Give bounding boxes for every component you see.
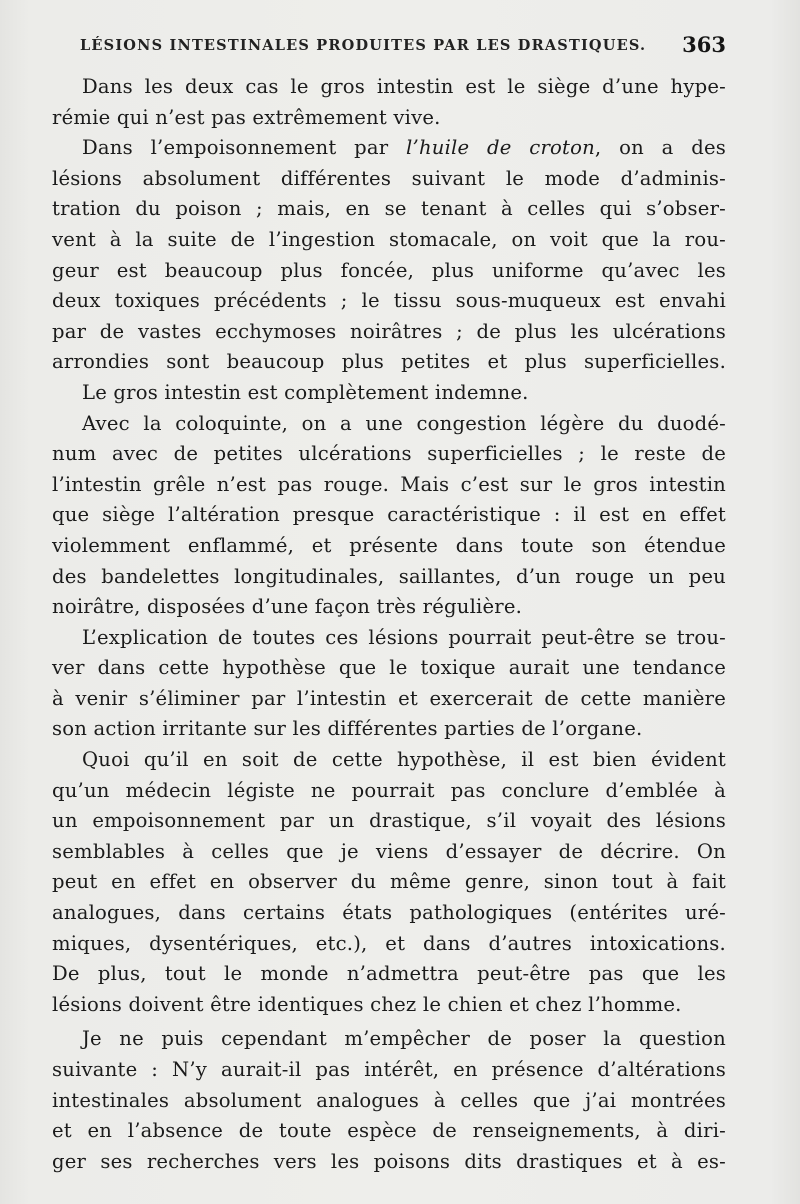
text-line: num avec de petites ulcérations superficielles ; le reste de [52, 442, 726, 466]
text-line: un empoisonnement par un drastique, s’il voyait des lésions [52, 809, 726, 833]
page-header [52, 32, 726, 72]
paragraph-2 [52, 133, 726, 408]
text-line: que siège l’altération presque caractéristique : il est en effet [52, 503, 726, 527]
body-text [52, 72, 726, 1177]
text-line: par de vastes ecchymoses noirâtres ; de plus les ulcérations [52, 319, 726, 343]
text-line: et en l’absence de toute espèce de renseignements, à diri- [52, 1119, 726, 1143]
paragraph-5 [52, 745, 726, 1020]
paragraph-4 [52, 623, 726, 745]
text-line: analogues, dans certains états pathologiques (entérites uré- [52, 901, 726, 925]
text-line: suivante : N’y aurait-il pas intérêt, en présence d’altérations [52, 1058, 726, 1081]
text-line: lésions absolument différentes suivant le mode d’adminis- [52, 166, 726, 190]
text-line: lésions doivent être identiques chez le chien et chez l’homme. [52, 992, 682, 1016]
paragraph-3 [52, 409, 726, 623]
text-line: Quoi qu’il en soit de cette hypothèse, il est bien évident [82, 748, 726, 772]
text-line: peut en effet en observer du même genre, sinon tout à fait [52, 870, 726, 894]
text-line: à venir s’éliminer par l’intestin et exercerait de cette manière [52, 686, 726, 710]
text-line: violemment enflammé, et présente dans toute son étendue [52, 533, 726, 557]
text-line: rémie qui n’est pas extrêmement vive. [52, 105, 441, 129]
text-line: son action irritante sur les différentes parties de l’organe. [52, 717, 643, 741]
italic-term: l’huile de croton [406, 136, 595, 160]
text-line: L’explication de toutes ces lésions pourrait peut-être se trou- [82, 625, 726, 649]
text-line: geur est beaucoup plus foncée, plus uniforme qu’avec les [52, 258, 726, 282]
paragraph-1 [52, 72, 726, 133]
text-line: Je ne puis cependant m’empêcher de poser la question [82, 1027, 726, 1051]
text-line: ger ses recherches vers les poisons dits drastiques et à es- [52, 1149, 726, 1173]
text-fragment: , on a des [594, 136, 726, 160]
running-head: LÉSIONS INTESTINALES PRODUITES PAR LES DRASTIQUES. [80, 37, 647, 54]
text-fragment: Dans l’empoisonnement par [82, 136, 407, 160]
text-line: l’intestin grêle n’est pas rouge. Mais c’est sur le gros intestin [52, 472, 726, 496]
text-line: miques, dysentériques, etc.), et dans d’autres intoxications. [52, 931, 726, 955]
text-line: tration du poison ; mais, en se tenant à celles qui s’obser- [52, 197, 726, 221]
page-number: 363 [682, 32, 726, 57]
paragraph-6 [52, 1024, 726, 1177]
text-line: ver dans cette hypothèse que le toxique aurait une tendance [52, 656, 726, 680]
text-line: Le gros intestin est complètement indemne. [82, 380, 529, 404]
text-line: Dans les deux cas le gros intestin est le siège d’une hype- [82, 75, 726, 98]
text-line: arrondies sont beaucoup plus petites et plus superficielles. [52, 350, 726, 374]
text-line: des bandelettes longitudinales, saillantes, d’un rouge un peu [52, 564, 726, 588]
text-line: deux toxiques précédents ; le tissu sous-muqueux est envahi [52, 289, 726, 313]
text-line: qu’un médecin légiste ne pourrait pas conclure d’emblée à [52, 778, 726, 802]
text-line: Avec la coloquinte, on a une congestion légère du duodé- [82, 411, 726, 435]
text-line: semblables à celles que je viens d’essayer de décrire. On [52, 839, 726, 863]
text-line: vent à la suite de l’ingestion stomacale, on voit que la rou- [52, 227, 726, 251]
text-line: noirâtre, disposées d’une façon très régulière. [52, 595, 523, 619]
text-line: intestinales absolument analogues à celles que j’ai montrées [52, 1088, 726, 1112]
text-line: De plus, tout le monde n’admettra peut-être pas que les [52, 962, 726, 986]
text-line-with-italic [52, 133, 726, 164]
